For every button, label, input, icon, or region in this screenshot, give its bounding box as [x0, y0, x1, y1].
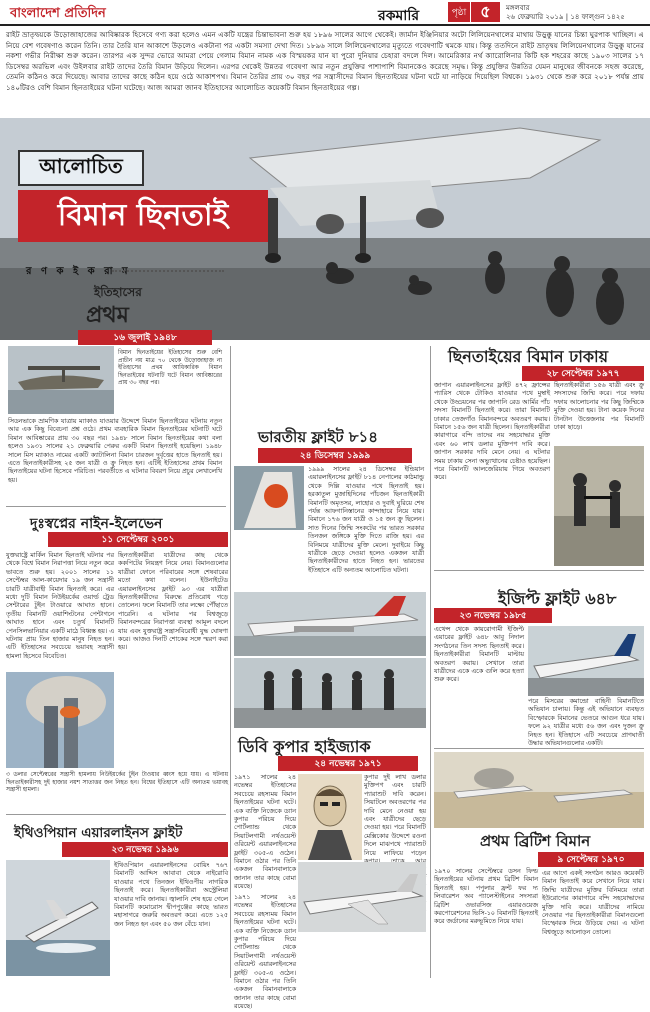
- story-911-col1: যুক্তরাষ্ট্রে মার্কিন বিমান ছিনতাই ঘটনার পর থেকে বিশ্বে বিমান নিরাপত্তা নিয়ে নতুন করে ভাবতে শুরু হয়। ২০০১ সালের ১১ সেপ্টেম্বর আল-কায়েদার ১৯ জন সন্ত্রাসী চারটি যাত্রীবাহী বিমান ছিনতাই করে। এর মধ্যে দুটি বিমান নিউইয়র্কের ওয়ার্ল্ড ট্রেড সেন্টারের টুইন টাওয়ারে আঘাত হানে। তৃতীয় বিমানটি ওয়াশিংটনের পেন্টাগনে আঘাত হানে এবং চতুর্থ বিমানটি পেনসিলভানিয়ার একটি মাঠে বিধ্বস্ত হয়। এ ঘটনায় প্রায় তিন হাজার মানুষ নিহত হন। এটি ইতিহাসের সবচেয়ে ভয়াবহ সন্ত্রাসী হামলা হিসেবে বিবেচিত।: [6, 552, 114, 660]
- story-ethiopian-body: ইথিওপিয়ান এয়ারলাইনসের বোয়িং ৭৬৭ বিমানটি আদ্দিস আবাবা থেকে নাইরোবি যাওয়ার পথে তিনজন ইথিওপীয় নাগরিক ছিনতাই করে। ছিনতাইকারীরা অস্ট্রেলিয়া যাওয়ার দাবি জানায়। জ্বালানি শেষ হয়ে গেলে বিমানটি কমোরোস দ্বীপপুঞ্জের কাছে ভারত মহাসাগরে জরুরি অবতরণ করে। এতে ১২৫ জন নিহত হন এবং ৫০ জন বেঁচে যান।: [114, 862, 228, 928]
- story-dhaka-body: জাপান এয়ারলাইনসের ফ্লাইট ৪৭২ ফ্রান্সের প্যারিস থেকে টোকিও যাওয়ার পথে মুম্বাই থেকে উড্ডয়নের পর জাপানি রেড আর্মির পাঁচ সদস্য বিমানটি ছিনতাই করে। তারা বিমানটি ঢাকার তেজগাঁও বিমানবন্দরে অবতরণ করায়। বিমানে ১৫৬ জন যাত্রী ছিলেন। ছিনতাইকারীরা কারাগারে বন্দি তাদের নয় সহযোদ্ধার মুক্তি এবং ৬০ লাখ ডলার মুক্তিপণ দাবি করে। জাপান সরকার দাবি মেনে নেয়। এ ঘটনার সময় ঢাকায় সেনা অভ্যুত্থানের চেষ্টাও হয়েছিল। পরে বিমানটি আলজেরিয়ায় গিয়ে অবতরণ করে।: [434, 382, 550, 482]
- story-cooper-date: ২৪ নভেম্বর ১৯৭১: [278, 756, 418, 771]
- feature-title: বিমান ছিনতাই: [18, 190, 268, 242]
- story-911-caption: ৩ ডলার সেপ্টেম্বরের সন্ত্রাসী হামলায় নিউইয়র্কের টুইন টাওয়ার ধ্বংস হয়ে যায়। এ ঘটনায় ছিনতাইকারীসহ দুই হাজার নয়শ সাতাত্তর জন নিহত হন। বিশ্বের ইতিহাসে এটি অন্যতম ভয়াবহ সন্ত্রাসী হামলা।: [6, 772, 228, 794]
- story-cooper-head: ডিবি কুপার হাইজ্যাক: [238, 737, 371, 756]
- feature-kicker: আলোচিত: [18, 150, 144, 186]
- story-first-date: ১৬ জুলাই ১৯৪৮: [78, 330, 212, 345]
- byline-divider: [112, 270, 224, 272]
- story-egypt-col2: পরে মিসরের কমান্ডো বাহিনী বিমানটিতে অভিযান চালায়। কিন্তু এই অভিযানে ব্যবহৃত বিস্ফোরকে বিমানের ভেতরে আগুন ধরে যায়। ফলে ৯২ যাত্রীর মধ্যে ৫৬ জন এবং দুজন ক্রু নিহত হন। ইতিহাসে এটি সবচেয়ে প্রাণঘাতী উদ্ধার অভিযানগুলোর একটি।: [528, 698, 644, 748]
- crashing-plane-icon: [6, 860, 110, 976]
- story-dhaka-date: ২৮ সেপ্টেম্বর ১৯৭৭: [522, 366, 644, 381]
- story-egypt-col1: এথেন্স থেকে কায়রোগামী ইজিপ্ট এয়ারের ফ্লাইট ৬৪৮ আবু নিদাল সংগঠনের তিন সদস্য ছিনতাই করে। ছিনতাইকারীরা বিমানটি মাল্টায় অবতরণ করায়। সেখানে তারা যাত্রীদের একে একে গুলি করে হত্যা শুরু করে।: [434, 626, 524, 684]
- issue-date-line: ২৬ ফেব্রুয়ারি ২০১৯ | ১৪ ফাল্গুন ১৪২৫: [506, 13, 625, 21]
- seaplane-photo: [8, 346, 114, 414]
- story-british-date: ৯ সেপ্টেম্বর ১৯৭০: [538, 852, 644, 867]
- divider-left-1: [6, 506, 226, 507]
- suspect-sketch-icon: [298, 774, 362, 860]
- story-ic814-date: ২৪ ডিসেম্বর ১৯৯৯: [258, 448, 412, 463]
- page-number-box: [448, 2, 500, 22]
- red-white-jet-icon: [234, 592, 426, 656]
- desert-planes-icon: [434, 752, 644, 828]
- ethiopian-plane-photo: [6, 860, 110, 976]
- story-ic814-head: ভারতীয় ফ্লাইট ৮১৪: [258, 428, 378, 446]
- egyptair-jet-icon: [528, 626, 644, 696]
- dawson-field-photo: [434, 752, 644, 828]
- freed-hostages-photo: [234, 658, 426, 728]
- story-dhaka-head: ছিনতাইয়ের বিমান ঢাকায়: [448, 347, 609, 366]
- dhaka-soldiers-photo: [554, 446, 644, 566]
- author-byline: র ণ ক ই ক রা ম: [26, 266, 131, 277]
- page-number: ৫: [470, 2, 500, 22]
- story-british-head: প্রথম ব্রিটিশ বিমান: [480, 832, 591, 850]
- armed-guard-icon: [554, 446, 644, 566]
- towers-smoke-icon: [6, 672, 114, 768]
- story-first-head-small: ইতিহাসের: [94, 285, 142, 299]
- story-cooper-col2: কুপার দুই লাখ ডলার মুক্তিপণ এবং চারটি প্যারাশুট দাবি করেন। সিয়াটলে অবতরণের পর দাবি মেনে নেওয়া হয় এবং যাত্রীদের ছেড়ে দেওয়া হয়। পরে বিমানটি মেক্সিকোর উদ্দেশে রওনা দিলে মাঝপথে প্যারাশুট নিয়ে লাফিয়ে পড়েন: [364, 774, 426, 857]
- story-911-head: দুঃস্বপ্নের নাইন-ইলেভেন: [30, 516, 163, 532]
- divider-right-1: [434, 570, 644, 571]
- story-first-body: সিডনভাকে ভ্রামণিক যাত্রায় ম্যাকাও যাওয়ার উদ্দেশে বিমান ছিনতাইয়ের ঘটনায় নতুন আর এক কিছু বিবেচনা প্রশ্ন ওঠে। প্রথম ব্যবহারিক বিমান ছিনতাইয়ের ঘটনাটি ঘটে বিমান আবিষ্কারের প্রায় ৩০ বছর পর। ১৯৪৮ সালে বিমান ছিনতাইয়ের কথা বলা হলেও ১৯৩১ সালের ২১ ফেব্রুয়ারি পেরুর একটি বিমান ছিনতাই হয়েছিল। ১৯৪৮ সালে মিস ম্যাকাও নামের একটি ক্যাটালিনা বিমান চারজন দুর্বৃত্তের হাতে ছিনতাই হয়। এতে ছিনতাইকারীসহ ২৫ জন যাত্রী ও ক্রু নিহত হন। এটিই ইতিহাসের প্রথম বিমান ছিনতাইয়ের ঘটনা হিসেবে পরিচিত। পরবর্তীতে এ ঘটনার বিবরণ নিয়ে প্রচুর লেখালেখি হয়।: [8, 418, 222, 484]
- story-911-date: ১১ সেপ্টেম্বর ২০০১: [48, 532, 228, 547]
- story-ethiopian-date: ২৩ নভেম্বর ১৯৯৬: [62, 842, 228, 857]
- divider-right-2: [434, 748, 644, 749]
- page-label: পৃষ্ঠা: [448, 2, 470, 22]
- story-british-col1: ১৯৭০ সালের সেপ্টেম্বরে ডসন ফিল্ড ছিনতাইয়ের ঘটনায় প্রথম ব্রিটিশ বিমান ছিনতাই হয়। পপুলার ফ্রন্ট ফর দ্য লিবারেশন অব প্যালেস্টাইনের সদস্যরা ব্রিটিশ ওভারসিজ এয়ারওয়েজ করপোরেশনের ভিসি-১০ বিমানটি ছিনতাই করে জর্ডানের মরুভূমিতে নিয়ে যায়।: [434, 868, 538, 926]
- intro-paragraph: রাইট ভ্রাতৃদ্বয়কে উড়োজাহাজের আবিষ্কারক হিসেবে গণ্য করা হলেও এমন একটি যন্ত্রের চিন্তাভাবনা শুরু হয় ১৮৯৬ সালের আগে থেকেই। জার্মান ইঞ্জিনিয়ার অটো লিলিয়েনথালের মাথায় উড়ুক্কু যানের চিন্তা ঘুরপাক খাচ্ছিল। এ নিয়ে বেশ গবেষণাও করেন তিনি। তার তৈরি যান আকাশে উড়লেও একটানা পর একটা সমস্যা দেখা দিত। ১৮৯৬ সালে লিলিয়েনথালের মৃত্যুতে গবেষণাটি থমকে যায়। কিন্তু ততদিনে রাইট ভ্রাতৃদ্বয় লিলিয়েনথালের উড়ুক্কু যানের নকশা গভীর নিরীক্ষা শুরু করেন। তারপর এক সুন্দর ভোরে আমরা পেয়ে গেলাম বিমান নামক এক বিস্ময়কর যান যা পুরো দুনিয়ার চেহারা বদলে দিল। আমেরিকার নর্থ ক্যারোলিনার কিটি হক শহরের কাছে ১৯০৩ সালের ১৭ ডিসেম্বর অরভিল এবং উইলবার রাইট তাদের তৈরি বিমান উড়িয়ে দিলেন। এরপর থেকেই উন্নতর গবেষণা আর নতুন প্রযুক্তির পাশাপাশি বিমানকেও করেছে সমৃদ্ধ। কিন্তু প্রযুক্তির উন্নতির যেমন মানুষের জীবনকে সহজ করেছে, তেমনি কঠিনও করে দিয়েছে। আবার তাদের কাছে কঠিন হয়ে ওঠে আকাশপথ। বিমান তৈরির প্রায় ৩০ বছর পর সন্ত্রাসীদের বিমান ছিনতাইয়ের ঘটনা ঘটে যা নাড়িয়ে দিয়েছিল বিশ্বকে। ১৯৩১ থেকে শুরু করে ২০১৮ পর্যন্ত প্রায় ১৪০টিরও বেশি বিমান ছিনতাইয়ের ঘটনা ঘটেছে। আজ আমরা জানব ইতিহাসের আলোচিত কয়েকটি বিমান ছিনতাইয়ের গল্প।: [6, 30, 644, 92]
- story-british-col2: এর আগে একই সংগঠন আরও কয়েকটি বিমান ছিনতাই করে সেখানে নিয়ে যায়। জিম্মি যাত্রীদের মুক্তির বিনিময়ে তারা ইউরোপের কারাগারে বন্দি সহযোদ্ধাদের মুক্তি দাবি করে। যাত্রীদের নামিয়ে নেওয়ার পর ছিনতাইকারীরা বিমানগুলো বিস্ফোরক দিয়ে উড়িয়ে দেয়। এ ঘটনা বিশ্বজুড়ে আলোড়ন তোলে।: [542, 870, 644, 936]
- story-egypt-head: ইজিপ্ট ফ্লাইট ৬৪৮: [498, 589, 617, 608]
- seaplane-icon: [8, 346, 114, 414]
- section-title: রকমারি: [378, 8, 420, 24]
- aircraft-tail-icon: [234, 466, 304, 530]
- boeing-727-icon: [298, 862, 426, 932]
- egyptair-photo: [528, 626, 644, 696]
- story-cooper-col3: ১৯৭১ সালের ২৪ নভেম্বর ইতিহাসের সবচেয়ে রহস্যময় বিমান ছিনতাইয়ের ঘটনা ঘটে। এক ব্যক্তি নিজেকে ড্যান কুপার পরিচয় দিয়ে পোর্টল্যান্ড থেকে সিয়াটলগামী নর্থওয়েস্ট ওরিয়েন্ট এয়ারলাইনসের ফ্লাইট ৩০৫-এ ওঠেন। বিমানে ওঠার পর তিনি একজন বিমানবালাকে জানান তার কাছে বোমা রয়েছে।: [234, 894, 296, 1011]
- masthead: [0, 0, 650, 26]
- column-divider-left: [230, 346, 231, 978]
- hostages-walking-icon: [234, 658, 426, 728]
- cooper-jet-photo: [298, 862, 426, 932]
- story-911-col2: ছিনতাইকারীরা যাত্রীদের কাছ থেকে ককপিটের নিয়ন্ত্রণ নিয়ে নেয়। বিমানগুলোর যাত্রীরা ফোনে পরিবারের সঙ্গে শেষবারের মতো কথা বলেন। ইউনাইটেড এয়ারলাইনসের ফ্লাইট ৯৩ এর যাত্রীরা ছিনতাইকারীদের বিরুদ্ধে প্রতিরোধ গড়ে তোলেন। ফলে বিমানটি তার লক্ষ্যে পৌঁছাতে পারেনি। এ ঘটনার পর বিশ্বজুড়ে বিমানবন্দরের নিরাপত্তা ব্যবস্থা আমূল বদলে যায় এবং যুক্তরাষ্ট্র সন্ত্রাসবিরোধী যুদ্ধ ঘোষণা করে। আজও দিনটি শোকের সঙ্গে স্মরণ করা হয়।: [118, 552, 228, 652]
- issue-day: মঙ্গলবার: [506, 4, 530, 12]
- column-divider-right: [430, 346, 431, 978]
- twin-towers-photo: [6, 672, 114, 768]
- divider-left-2: [6, 814, 226, 815]
- ic814-jet-photo: [234, 592, 426, 656]
- indian-airlines-photo: [234, 466, 304, 530]
- story-ic814-body: ১৯৯৯ সালের ২৪ ডিসেম্বর ইন্ডিয়ান এয়ারলাইনসের ফ্লাইট ৮১৪ নেপালের কাঠমান্ডু থেকে দিল্লি যাওয়ার পথে ছিনতাই হয়। হরকাতুল মুজাহিদিনের পাঁচজন ছিনতাইকারী বিমানটি অমৃতসর, লাহোর ও দুবাই ঘুরিয়ে শেষ পর্যন্ত আফগানিস্তানের কান্দাহারে নিয়ে যায়। বিমানে ১৭৬ জন যাত্রী ও ১৫ জন ক্রু ছিলেন। সাত দিনের জিম্মি সংকটের পর ভারত সরকার তিনজন জঙ্গিকে মুক্তি দিতে রাজি হয়। এর বিনিময়ে যাত্রীদের মুক্তি মেলে। দুবাইয়ে কিছু যাত্রীকে ছেড়ে দেওয়া হলেও একজন যাত্রী ছিনতাইকারীদের হাতে নিহত হন। ভারতের ইতিহাসে এটি অন্যতম আলোচিত ঘটনা।: [308, 466, 424, 574]
- story-first-caption: বিমান ছিনতাইয়ের ইতিহাসের শুরু বেশি প্রাচীন নয় মাত্র ৭০ থেকে উড়োজাহাজ না ইতিহাসের প্রথম আধিকারিক বিমান ছিনতাইয়ের ঘটনাটি ঘটে বিমান আবিষ্কারের প্রায় ৩০ বছর পর।: [118, 350, 222, 387]
- story-ethiopian-head: ইথিওপিয়ান এয়ারলাইনস ফ্লাইট: [14, 825, 183, 841]
- story-first-head-big: প্রথম: [86, 303, 129, 328]
- story-cooper-col1: ১৯৭১ সালের ২৪ নভেম্বর ইতিহাসের সবচেয়ে রহস্যময় বিমান ছিনতাইয়ের ঘটনা ঘটে। এক ব্যক্তি নিজেকে ড্যান কুপার পরিচয় দিয়ে পোর্টল্যান্ড থেকে সিয়াটলগামী নর্থওয়েস্ট ওরিয়েন্ট এয়ারলাইনসের ফ্লাইট ৩০৫-এ ওঠেন। বিমানে ওঠার পর তিনি একজন বিমানবালাকে জানান তার কাছে বোমা রয়েছে।: [234, 774, 296, 891]
- story-dhaka-body-2: ছিনতাইকারীরা ১৫৬ যাত্রী এবং ক্রু সদস্যদের জিম্মি করে। পরে দফায় দফায় আলোচনার পর কিছু জিম্মিকে মুক্তি দেওয়া হয়। টানা কয়েক দিনের টানটান উত্তেজনার পর বিমানটি ঢাকা ছাড়ে।: [554, 382, 644, 432]
- issue-date: [506, 4, 625, 22]
- cooper-sketch-photo: [298, 774, 362, 860]
- newspaper-brand[interactable]: বাংলাদেশ প্রতিদিন: [10, 6, 106, 21]
- story-egypt-date: ২৩ নভেম্বর ১৯৮৫: [434, 608, 552, 623]
